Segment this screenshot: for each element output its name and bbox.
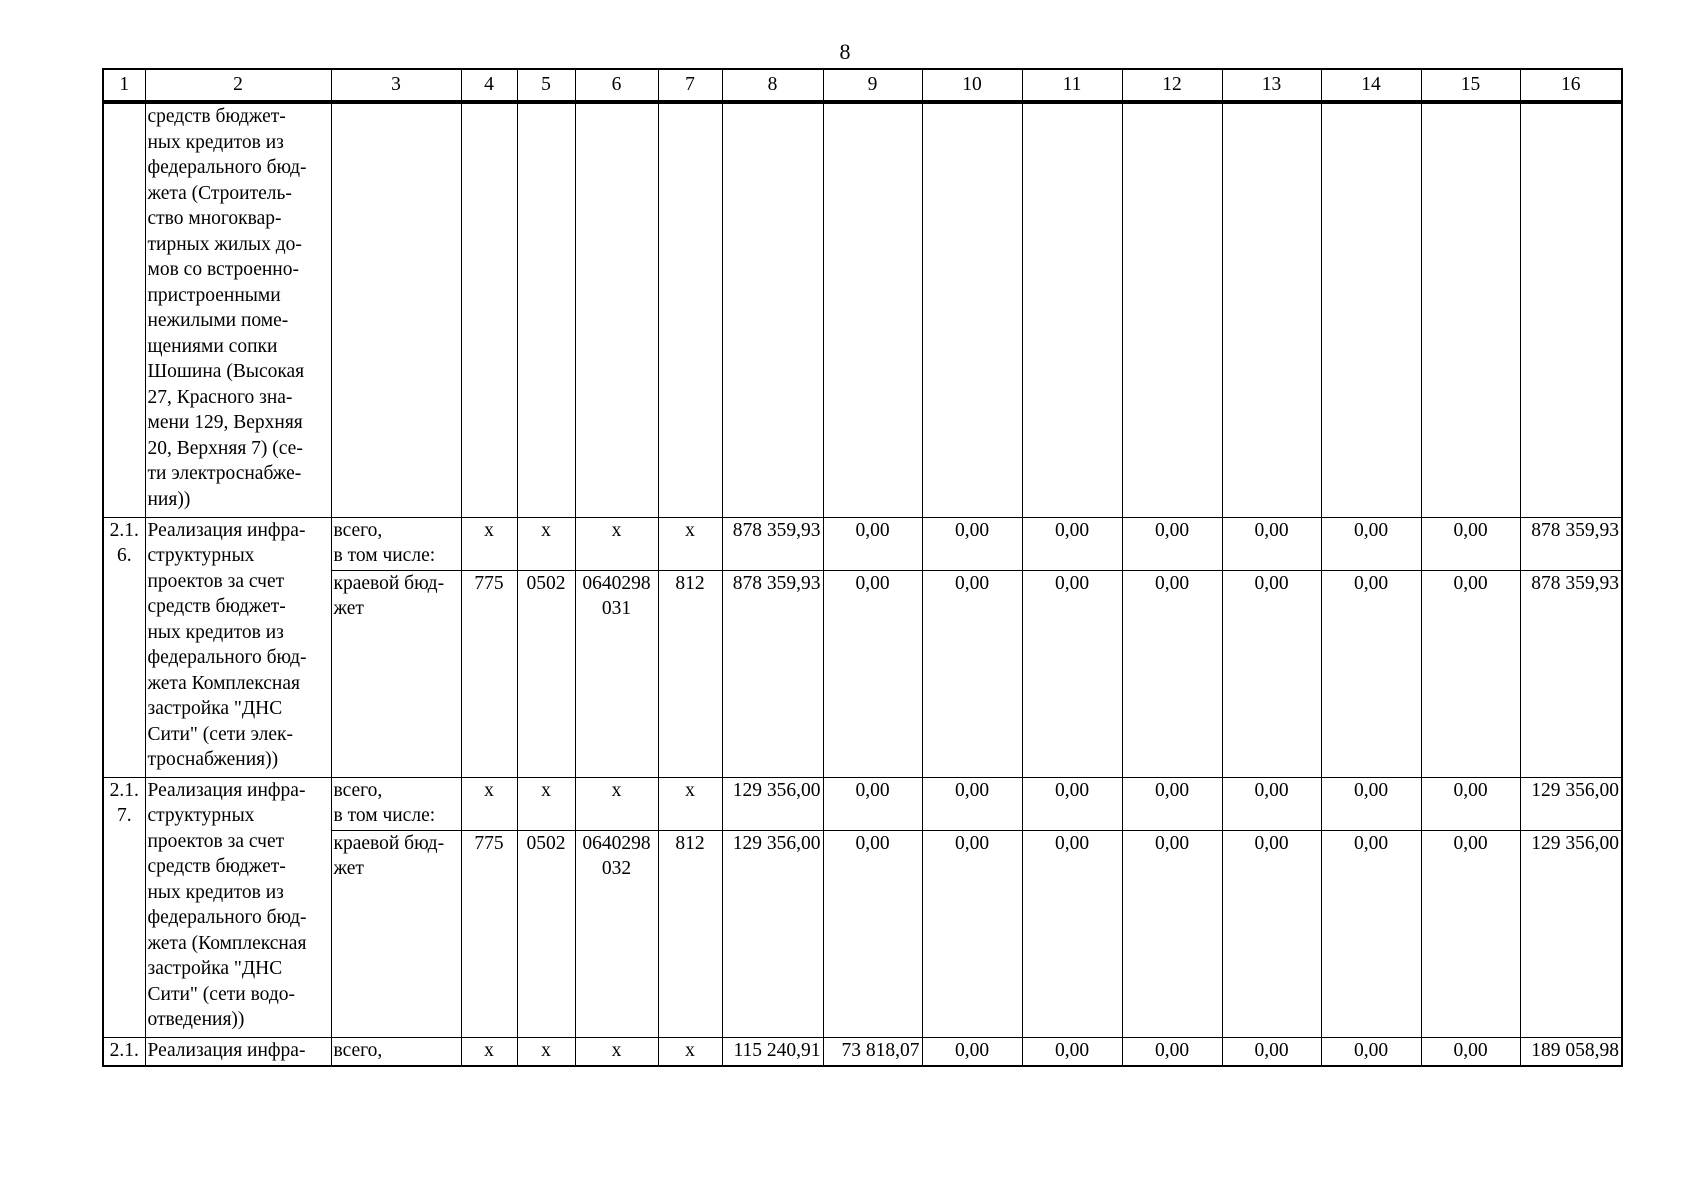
cell-c10: 0,00 [922,777,1022,830]
header-cell: 15 [1421,69,1520,101]
table-row [103,777,1622,830]
row-number: 2.1. [103,1037,145,1066]
item-name: средств бюджет- ных кредитов из федерального бюд- жета (Строитель- ство многоквар- тирных жилых до- мов со встроенно- пристроенными нежилыми поме- щениями сопки Шошина (Высокая 27, Красного зна- мени 129, Верхняя 20, Верхняя 7) (се- ти электроснабже- ния)) [145,103,331,517]
item-name: Реализация инфра- структурных проектов за счет средств бюджет- ных кредитов из федерального бюд- жета Комплексная застройка "ДНС Сити" (сети элек- троснабжения)) [145,517,331,777]
cell-c12: 0,00 [1122,830,1222,1037]
cell-c15: 0,00 [1421,1037,1520,1066]
funding-source: всего, в том числе: [331,777,461,830]
header-cell: 4 [461,69,517,101]
item-name: Реализация инфра- структурных проектов за счет средств бюджет- ных кредитов из федерального бюд- жета (Комплексная застройка "ДНС Сити" (сети водо- отведения)) [145,777,331,1037]
empty-cell [575,103,658,517]
header-cell: 14 [1321,69,1421,101]
cell-c13: 0,00 [1222,570,1321,777]
cell-c13: 0,00 [1222,777,1321,830]
cell-c16: 878 359,93 [1520,517,1622,570]
item-name: Реализация инфра- [145,1037,331,1066]
empty-cell [1222,103,1321,517]
cell-c13: 0,00 [1222,1037,1321,1066]
budget-table [102,102,1623,1067]
row-number: 2.1. 6. [103,517,145,777]
cell-c14: 0,00 [1321,830,1421,1037]
cell-c8: 129 356,00 [722,830,823,1037]
funding-source: краевой бюд- жет [331,570,461,777]
header-cell: 13 [1222,69,1321,101]
cell-c9: 73 818,07 [823,1037,922,1066]
cell-c12: 0,00 [1122,570,1222,777]
cell-c6: х [575,777,658,830]
header-cell: 1 [103,69,145,101]
empty-cell [1421,103,1520,517]
cell-c11: 0,00 [1022,570,1122,777]
cell-c8: 129 356,00 [722,777,823,830]
cell-c4: х [461,1037,517,1066]
empty-cell [1520,103,1622,517]
cell-c9: 0,00 [823,570,922,777]
table-row [103,570,1622,777]
funding-source: всего, [331,1037,461,1066]
cell-c11: 0,00 [1022,777,1122,830]
cell-c4: 775 [461,570,517,777]
empty-cell [331,103,461,517]
cell-c9: 0,00 [823,777,922,830]
cell-c12: 0,00 [1122,517,1222,570]
header-cell: 8 [722,69,823,101]
header-cell: 16 [1520,69,1622,101]
cell-c5: 0502 [517,570,575,777]
header-cell: 11 [1022,69,1122,101]
cell-c16: 129 356,00 [1520,777,1622,830]
header-cell: 2 [145,69,331,101]
cell-c6: х [575,517,658,570]
cell-c15: 0,00 [1421,570,1520,777]
empty-cell [823,103,922,517]
row-number [103,103,145,517]
cell-c4: 775 [461,830,517,1037]
page-number: 8 [839,39,851,64]
cell-c16: 129 356,00 [1520,830,1622,1037]
funding-source: всего, в том числе: [331,517,461,570]
header-cell: 12 [1122,69,1222,101]
table-row [103,830,1622,1037]
cell-c11: 0,00 [1022,1037,1122,1066]
cell-c4: х [461,777,517,830]
row-number: 2.1. 7. [103,777,145,1037]
cell-c15: 0,00 [1421,777,1520,830]
cell-c5: х [517,777,575,830]
empty-cell [722,103,823,517]
cell-c7: 812 [658,830,722,1037]
cell-c9: 0,00 [823,517,922,570]
cell-c6: 0640298 031 [575,570,658,777]
cell-c7: х [658,1037,722,1066]
cell-c11: 0,00 [1022,830,1122,1037]
cell-c9: 0,00 [823,830,922,1037]
cell-c14: 0,00 [1321,777,1421,830]
cell-c8: 878 359,93 [722,570,823,777]
funding-source: краевой бюд- жет [331,830,461,1037]
cell-c4: х [461,517,517,570]
cell-c7: х [658,517,722,570]
cell-c12: 0,00 [1122,777,1222,830]
header-cell: 9 [823,69,922,101]
empty-cell [1022,103,1122,517]
cell-c13: 0,00 [1222,830,1321,1037]
empty-cell [1321,103,1421,517]
cell-c8: 115 240,91 [722,1037,823,1066]
header-cell: 3 [331,69,461,101]
cell-c15: 0,00 [1421,830,1520,1037]
header-cell: 6 [575,69,658,101]
empty-cell [1122,103,1222,517]
empty-cell [517,103,575,517]
empty-cell [922,103,1022,517]
cell-c14: 0,00 [1321,570,1421,777]
continuation-row [103,103,1622,517]
cell-c5: х [517,517,575,570]
cell-c7: 812 [658,570,722,777]
cell-c5: 0502 [517,830,575,1037]
cell-c10: 0,00 [922,570,1022,777]
header-cell: 10 [922,69,1022,101]
table-row [103,1037,1622,1066]
cell-c14: 0,00 [1321,517,1421,570]
cell-c11: 0,00 [1022,517,1122,570]
cell-c5: х [517,1037,575,1066]
cell-c8: 878 359,93 [722,517,823,570]
cell-c10: 0,00 [922,830,1022,1037]
cell-c14: 0,00 [1321,1037,1421,1066]
header-cell: 5 [517,69,575,101]
cell-c6: х [575,1037,658,1066]
column-number-header [102,68,1623,102]
empty-cell [658,103,722,517]
cell-c10: 0,00 [922,1037,1022,1066]
cell-c12: 0,00 [1122,1037,1222,1066]
cell-c10: 0,00 [922,517,1022,570]
cell-c16: 189 058,98 [1520,1037,1622,1066]
cell-c16: 878 359,93 [1520,570,1622,777]
header-row [103,69,1622,101]
cell-c7: х [658,777,722,830]
empty-cell [461,103,517,517]
cell-c6: 0640298 032 [575,830,658,1037]
table-row [103,517,1622,570]
cell-c15: 0,00 [1421,517,1520,570]
cell-c13: 0,00 [1222,517,1321,570]
header-cell: 7 [658,69,722,101]
